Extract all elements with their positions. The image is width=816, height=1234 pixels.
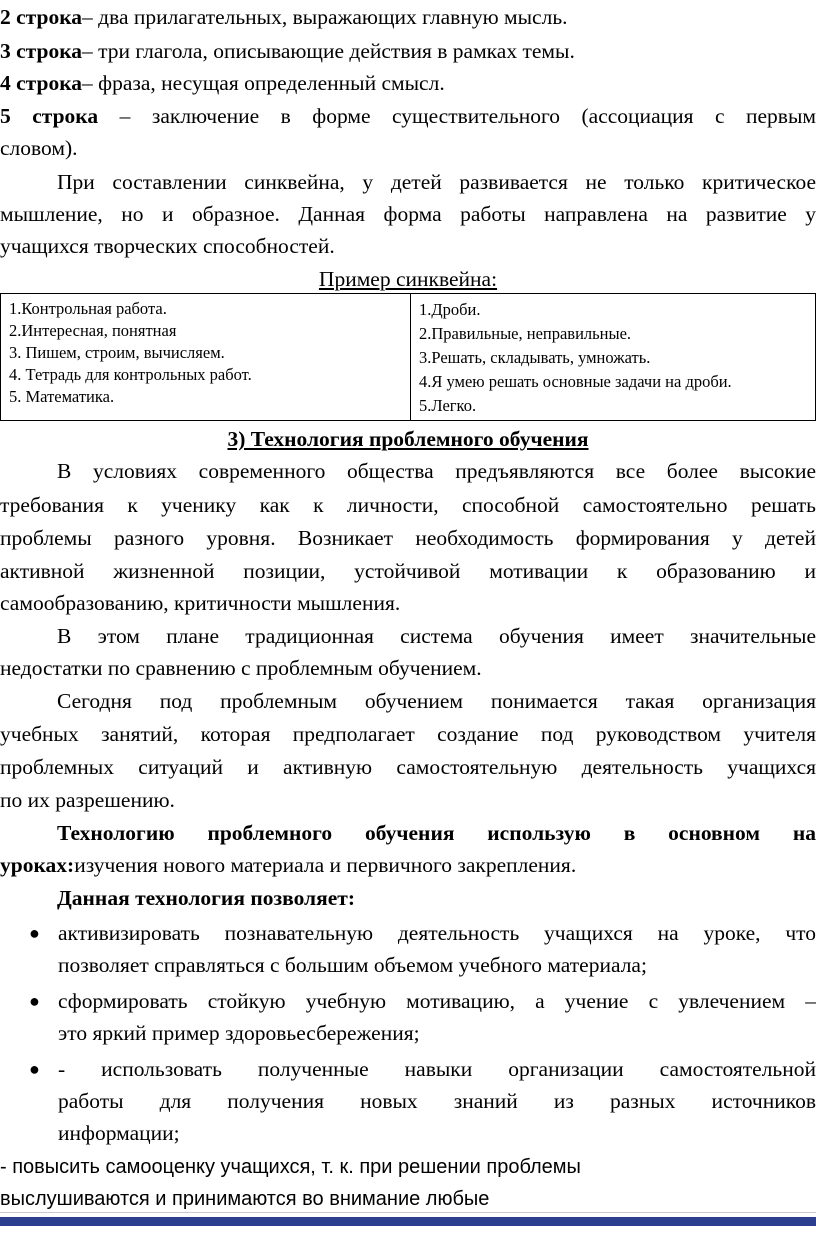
para-society-l4: активной жизненной позиции, устойчивой мотивации к образованию и (0, 559, 816, 583)
right-item: 3.Решать, складывать, умножать. (419, 348, 651, 367)
syncwine-example-table (0, 293, 816, 421)
bullet-dot-icon: ● (29, 991, 40, 1011)
bullet-dot-icon: ● (29, 923, 40, 943)
bullet-item: ● активизировать познавательную деятельность учащихся на уроке, что позволяет справляться с большим объемом учебного материала; (0, 917, 816, 981)
rule-line-3: 3 строка– три глагола, описывающие действия в рамках темы. (0, 39, 575, 63)
para-traditional-l1: В этом плане традиционная система обучения имеет значительные (57, 624, 816, 648)
para-today-l2: учебных занятий, которая предполагает создание под руководством учителя (0, 722, 816, 746)
section-heading: 3) Технология проблемного обучения (227, 427, 589, 451)
rule-line-5: 5 строка – заключение в форме существительного (ассоциация с первым (0, 104, 816, 128)
para-society-l2: требования к ученику как к личности, способной самостоятельно решать (0, 493, 816, 517)
bullet-item: ● - использовать полученные навыки организации самостоятельной работы для получения новых знаний из разных источников информации; (0, 1053, 816, 1149)
example-left-cell (1, 294, 411, 421)
rule-line-5-cont: словом). (0, 136, 78, 160)
right-item: 1.Дроби. (419, 300, 481, 319)
left-item: 5. Математика. (9, 387, 115, 406)
para-today-l4: по их разрешению. (0, 788, 175, 812)
right-item: 5.Легко. (419, 396, 477, 415)
para-critical-l3: учащихся творческих способностей. (0, 234, 335, 258)
para-society-l1: В условиях современного общества предъявляются все более высокие (57, 459, 816, 483)
para-critical-l1: При составлении синквейна, у детей развивается не только критическое (57, 170, 816, 194)
para-use-l2: уроках:изучения нового материала и первичного закрепления. (0, 853, 577, 877)
example-right-cell (411, 294, 816, 421)
right-item: 4.Я умею решать основные задачи на дроби. (419, 372, 732, 391)
left-item: 1.Контрольная работа. (9, 299, 167, 318)
rule-line-4: 4 строка– фраза, несущая определенный смысл. (0, 71, 445, 95)
rule-line-2: 2 строка– два прилагательных, выражающих главную мысль. (0, 5, 568, 29)
para-use-l1: Технологию проблемного обучения использую в основном на (57, 821, 816, 845)
example-title: Пример синквейна: (318, 267, 498, 291)
para-today-l3: проблемных ситуаций и активную самостоятельную деятельность учащихся (0, 755, 816, 779)
para-society-l3: проблемы разного уровня. Возникает необходимость формирования у детей (0, 526, 816, 550)
para-today-l1: Сегодня под проблемным обучением понимается такая организация (57, 689, 816, 713)
allows-heading: Данная технология позволяет: (57, 886, 355, 910)
footer-divider (0, 1212, 816, 1213)
para-critical-l2: мышление, но и образное. Данная форма работы направлена на развитие у (0, 202, 816, 226)
bullet-dot-icon: ● (29, 1059, 40, 1079)
tail-line-2: выслушиваются и принимаются во внимание любые (0, 1188, 490, 1210)
left-item: 2.Интересная, понятная (9, 321, 177, 340)
left-item: 4. Тетрадь для контрольных работ. (9, 365, 252, 384)
footer-bar (0, 1217, 816, 1226)
para-traditional-l2: недостатки по сравнению с проблемным обучением. (0, 656, 482, 680)
bullet-item: ● сформировать стойкую учебную мотивацию, а учение с увлечением – это яркий пример здоровьесбережения; (0, 985, 816, 1049)
tail-line-1: - повысить самооценку учащихся, т. к. при решении проблемы (0, 1156, 581, 1178)
para-society-l5: самообразованию, критичности мышления. (0, 591, 401, 615)
right-item: 2.Правильные, неправильные. (419, 324, 632, 343)
left-item: 3. Пишем, строим, вычисляем. (9, 343, 225, 362)
